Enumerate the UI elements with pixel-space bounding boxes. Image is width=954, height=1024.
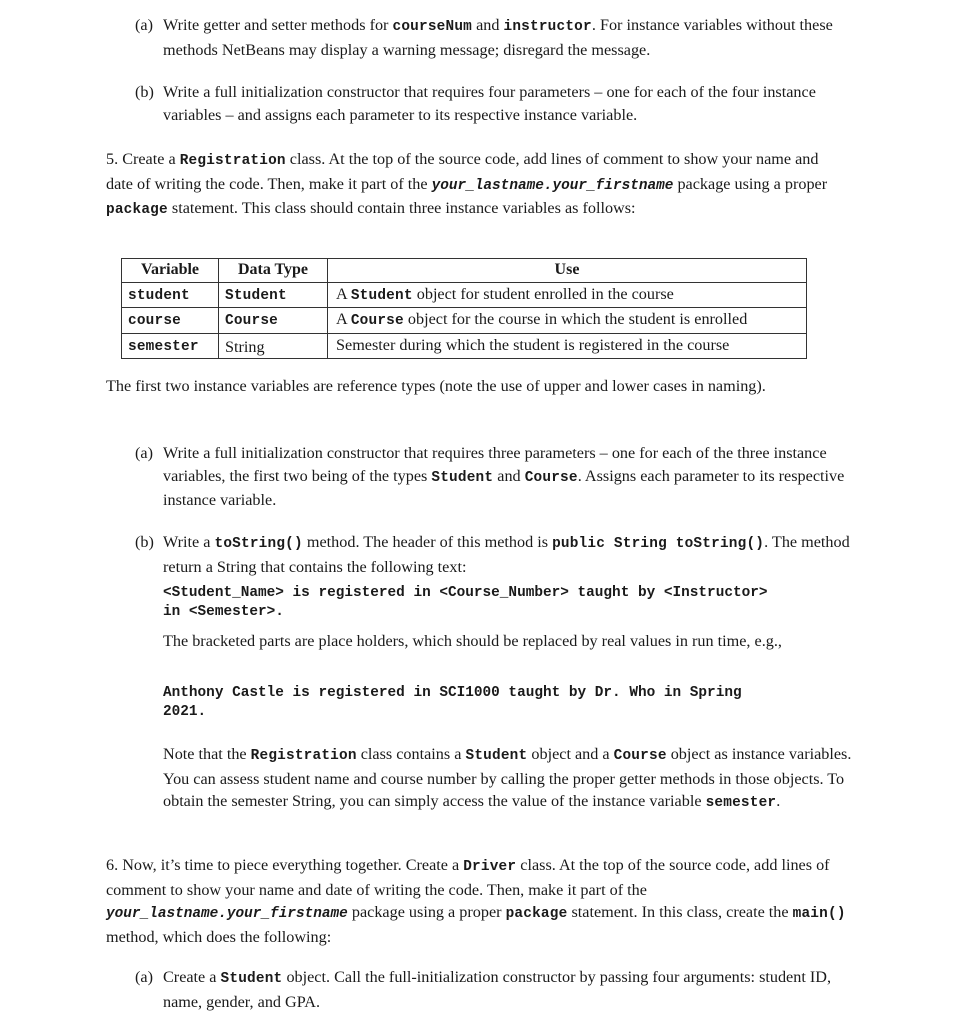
item-text: Write getter and setter methods for courseNum and instructor. For instance variables without these methods NetBeans may display a warning message; disregard the message. bbox=[163, 16, 833, 59]
tostring-template bbox=[163, 584, 863, 622]
item-label: (a) bbox=[135, 16, 153, 34]
item-text: Write a full initialization constructor that requires three parameters – one for each of the three instance variables, the first two being of the types Student and Course. Assigns each parameter to its respective instance variable. bbox=[163, 444, 845, 509]
cell-type: Student bbox=[219, 282, 328, 308]
item-4a bbox=[135, 14, 855, 61]
item-label: (a) bbox=[135, 444, 153, 462]
example-line: 2021. bbox=[163, 704, 207, 720]
item-5b bbox=[135, 531, 855, 578]
template-line: <Student_Name> is registered in <Course_Number> taught by <Instructor> bbox=[163, 585, 768, 601]
template-line: in <Semester>. bbox=[163, 604, 284, 620]
table-row bbox=[122, 282, 807, 308]
header-variable: Variable bbox=[122, 259, 219, 283]
placeholder-note: The bracketed parts are place holders, which should be replaced by real values in run time, e.g., bbox=[163, 632, 782, 650]
item-text: Write a toString() method. The header of this method is public String toString(). The method return a String that contains the following text: bbox=[163, 533, 850, 576]
cell-variable: semester bbox=[122, 333, 219, 359]
section-6-intro: 6. Now, it’s time to piece everything together. Create a Driver class. At the top of the source code, add lines of comment to show your name and date of writing the code. Then, make it part of the your_lastname.your_firstname package using a proper package statement. In this class, create the main() method, which does the following: bbox=[106, 856, 846, 946]
instance-variables-table bbox=[121, 258, 807, 359]
table-row bbox=[122, 308, 807, 334]
item-label: (b) bbox=[135, 533, 154, 551]
registration-note: Note that the Registration class contains a Student object and a Course object as instance variables. You can assess student name and course number by calling the proper getter methods in those objects. To obtain the semester String, you can simply access the value of the instance variable semester. bbox=[163, 745, 852, 811]
section-5-intro: 5. Create a Registration class. At the top of the source code, add lines of comment to show your name and date of writing the code. Then, make it part of the your_lastname.your_firstname package using a proper package statement. This class should contain three instance variables as follows: bbox=[106, 150, 828, 218]
cell-variable: course bbox=[122, 308, 219, 334]
example-line: Anthony Castle is registered in SCI1000 taught by Dr. Who in Spring bbox=[163, 685, 742, 701]
item-6a bbox=[135, 966, 855, 1013]
item-text: Write a full initialization constructor that requires four parameters – one for each of the four instance variables – and assigns each parameter to its respective instance variable. bbox=[163, 83, 816, 124]
reference-types-note: The first two instance variables are reference types (note the use of upper and lower cases in naming). bbox=[106, 377, 766, 395]
item-5a bbox=[135, 442, 855, 512]
cell-use: A Course object for the course in which the student is enrolled bbox=[328, 308, 807, 334]
item-label: (b) bbox=[135, 83, 154, 101]
cell-use: A Student object for student enrolled in the course bbox=[328, 282, 807, 308]
cell-type: Course bbox=[219, 308, 328, 334]
header-data-type: Data Type bbox=[219, 259, 328, 283]
item-label: (a) bbox=[135, 968, 153, 986]
cell-type: String bbox=[219, 333, 328, 359]
cell-use: Semester during which the student is registered in the course bbox=[328, 333, 807, 359]
header-use: Use bbox=[328, 259, 807, 283]
item-text: Create a Student object. Call the full-initialization constructor by passing four arguments: student ID, name, gender, and GPA. bbox=[163, 968, 832, 1011]
item-4b bbox=[135, 81, 855, 126]
tostring-example bbox=[163, 684, 863, 722]
table-header-row bbox=[122, 259, 807, 283]
cell-variable: student bbox=[122, 282, 219, 308]
table-row bbox=[122, 333, 807, 359]
